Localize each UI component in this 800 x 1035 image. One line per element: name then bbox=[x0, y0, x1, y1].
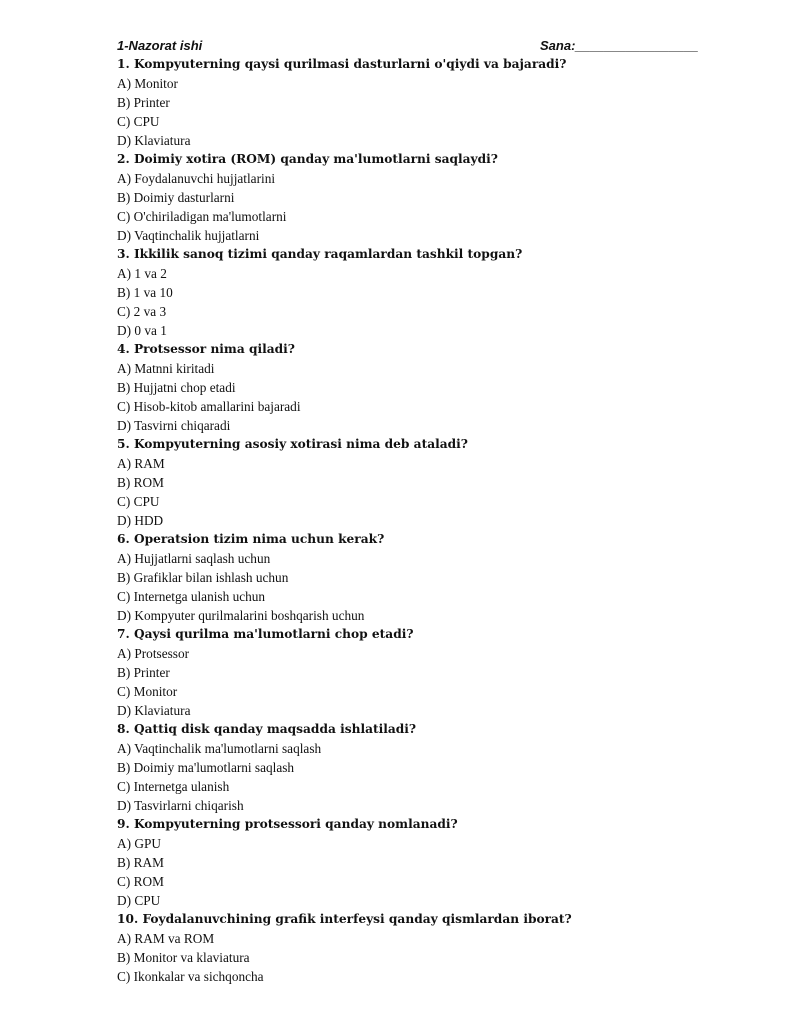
question-title: 5. Kompyuterning asosiy xotirasi nima deb ataladi? bbox=[117, 437, 468, 451]
question-block bbox=[117, 910, 697, 986]
answer-option: A) Monitor bbox=[117, 76, 178, 91]
answer-option: D) Kompyuter qurilmalarini boshqarish uchun bbox=[117, 608, 365, 623]
answer-option: C) Monitor bbox=[117, 684, 178, 699]
answer-option: C) 2 va 3 bbox=[117, 304, 167, 319]
answer-option: C) O'chiriladigan ma'lumotlarni bbox=[117, 209, 287, 224]
question-title: 6. Operatsion tizim nima uchun kerak? bbox=[117, 532, 385, 546]
answer-option: B) Monitor va klaviatura bbox=[117, 950, 250, 965]
question-title: 2. Doimiy xotira (ROM) qanday ma'lumotlarni saqlaydi? bbox=[117, 152, 498, 166]
answer-option: A) Vaqtinchalik ma'lumotlarni saqlash bbox=[117, 741, 322, 756]
answer-option: C) Hisob-kitob amallarini bajaradi bbox=[117, 399, 301, 414]
answer-option: D) Tasvirni chiqaradi bbox=[117, 418, 231, 433]
answer-option: A) Matnni kiritadi bbox=[117, 361, 215, 376]
question-title: 7. Qaysi qurilma ma'lumotlarni chop etadi? bbox=[117, 627, 414, 641]
answer-option: B) Doimiy ma'lumotlarni saqlash bbox=[117, 760, 295, 775]
question-title: 9. Kompyuterning protsessori qanday nomlanadi? bbox=[117, 817, 458, 831]
question-title: 1. Kompyuterning qaysi qurilmasi dasturlarni o'qiydi va bajaradi? bbox=[117, 57, 567, 71]
question-title: 8. Qattiq disk qanday maqsadda ishlatiladi? bbox=[117, 722, 417, 736]
answer-option: D) Klaviatura bbox=[117, 133, 191, 148]
answer-option: C) CPU bbox=[117, 114, 160, 129]
answer-option: B) Doimiy dasturlarni bbox=[117, 190, 235, 205]
answer-option: C) Internetga ulanish uchun bbox=[117, 589, 266, 604]
answer-option: B) Printer bbox=[117, 95, 170, 110]
answer-option: D) CPU bbox=[117, 893, 161, 908]
answer-option: D) Vaqtinchalik hujjatlarni bbox=[117, 228, 260, 243]
answer-option: B) Grafiklar bilan ishlash uchun bbox=[117, 570, 289, 585]
question-block bbox=[117, 340, 697, 435]
quiz-page bbox=[117, 36, 697, 986]
answer-option: B) 1 va 10 bbox=[117, 285, 173, 300]
answer-option: C) CPU bbox=[117, 494, 160, 509]
answer-option: B) ROM bbox=[117, 475, 164, 490]
question-title: 10. Foydalanuvchining grafik interfeysi qanday qismlardan iborat? bbox=[117, 912, 572, 926]
answer-option: D) 0 va 1 bbox=[117, 323, 167, 338]
question-title: 3. Ikkilik sanoq tizimi qanday raqamlardan tashkil topgan? bbox=[117, 247, 523, 261]
question-block bbox=[117, 530, 697, 625]
date-field-label: Sana:_________________ bbox=[540, 38, 699, 53]
question-list bbox=[117, 55, 697, 986]
question-block bbox=[117, 720, 697, 815]
question-block bbox=[117, 815, 697, 910]
question-block bbox=[117, 245, 697, 340]
answer-option: C) Ikonkalar va sichqoncha bbox=[117, 969, 264, 984]
page-header bbox=[117, 36, 697, 55]
answer-option: A) 1 va 2 bbox=[117, 266, 167, 281]
answer-option: D) HDD bbox=[117, 513, 164, 528]
answer-option: A) Protsessor bbox=[117, 646, 190, 661]
question-block bbox=[117, 150, 697, 245]
question-block bbox=[117, 625, 697, 720]
page-title: 1-Nazorat ishi bbox=[117, 38, 203, 53]
answer-option: C) Internetga ulanish bbox=[117, 779, 230, 794]
answer-option: D) Klaviatura bbox=[117, 703, 191, 718]
answer-option: B) RAM bbox=[117, 855, 164, 870]
answer-option: A) GPU bbox=[117, 836, 161, 851]
answer-option: B) Printer bbox=[117, 665, 170, 680]
question-block bbox=[117, 55, 697, 150]
answer-option: A) Hujjatlarni saqlash uchun bbox=[117, 551, 271, 566]
question-block bbox=[117, 435, 697, 530]
answer-option: D) Tasvirlarni chiqarish bbox=[117, 798, 244, 813]
answer-option: A) Foydalanuvchi hujjatlarini bbox=[117, 171, 276, 186]
question-title: 4. Protsessor nima qiladi? bbox=[117, 342, 295, 356]
answer-option: A) RAM va ROM bbox=[117, 931, 215, 946]
answer-option: C) ROM bbox=[117, 874, 164, 889]
answer-option: B) Hujjatni chop etadi bbox=[117, 380, 236, 395]
answer-option: A) RAM bbox=[117, 456, 165, 471]
